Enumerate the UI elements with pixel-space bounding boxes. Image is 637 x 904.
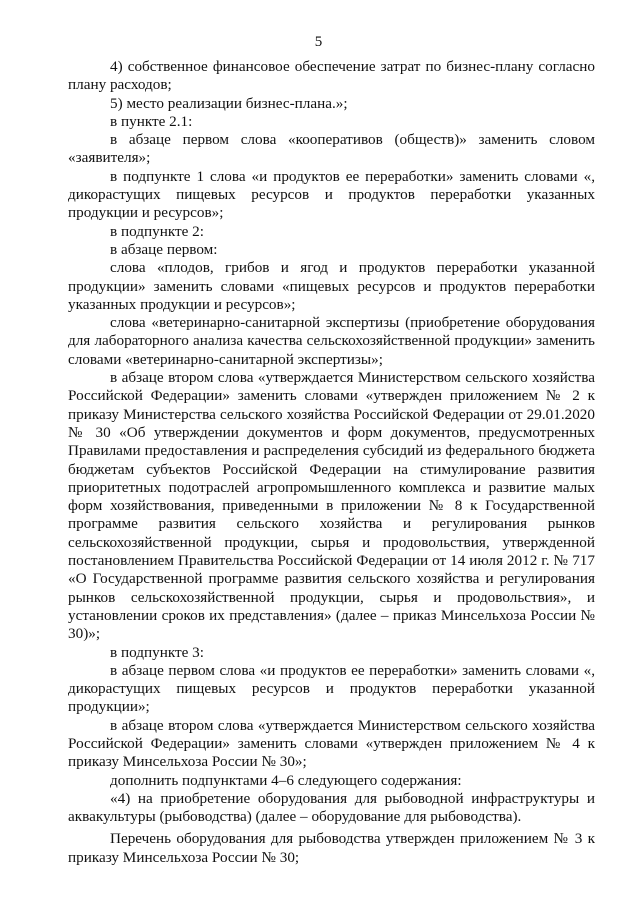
paragraph: Перечень оборудования для рыбоводства утвержден приложением № 3 к приказу Минсельхоза России № 30;	[68, 830, 595, 866]
paragraph: в абзаце первом слова «кооперативов (обществ)» заменить словом «заявителя»;	[68, 131, 595, 167]
document-body	[68, 58, 595, 867]
paragraph: слова «ветеринарно-санитарной экспертизы (приобретение оборудования для лабораторного анализа качества сельскохозяйственной продукции» заменить словами «ветеринарно-санитарной экспертизы»;	[68, 314, 595, 368]
paragraph: в абзаце первом слова «и продуктов ее переработки» заменить словами «, дикорастущих пищевых ресурсов и продуктов переработки указанной продукции»;	[68, 661, 595, 716]
paragraph: в подпункте 2:	[110, 222, 204, 240]
paragraph: в абзаце втором слова «утверждается Министерством сельского хозяйства Российской Федерации» заменить словами «утвержден приложением № 2 к приказу Министерства сельского хозяйства Российской Федерации от 29.01.2020 № 30 «Об утверждении документов и форм документов, предусмотренных Правилами предоставления и распределения субсидий из федерального бюджета бюджетам субъектов Российской Федерации на стимулирование развития приоритетных подотраслей агропромышленного комплекса и развитие малых форм хозяйствования, приведенными в приложении № 8 к Государственной программе развития сельского хозяйства и регулирования рынков сельскохозяйственной продукции, сырья и продовольствия, утвержденной постановлением Правительства Российской Федерации от 14 июля 2012 г. № 717 «О Государственной программе развития сельского хозяйства и регулирования рынков сельскохозяйственной продукции, сырья и продовольствия», и установлении сроков их представления» (далее – приказ Минсельхоза России № 30)»;	[68, 369, 595, 643]
paragraph: в абзаце первом:	[110, 240, 218, 258]
paragraph: в подпункте 3:	[110, 643, 204, 661]
paragraph: 5) место реализации бизнес-плана.»;	[110, 94, 348, 112]
paragraph: «4) на приобретение оборудования для рыбоводной инфраструктуры и аквакультуры (рыбоводства) (далее – оборудование для рыбоводства).	[68, 789, 595, 826]
paragraph: в пункте 2.1:	[110, 112, 193, 130]
paragraph: дополнить подпунктами 4–6 следующего содержания:	[110, 771, 462, 789]
paragraph: слова «плодов, грибов и ягод и продуктов переработки указанной продукции» заменить словами «пищевых ресурсов и продуктов переработки указанных продукции и ресурсов»;	[68, 259, 595, 313]
page-number: 5	[314, 34, 323, 50]
paragraph: 4) собственное финансовое обеспечение затрат по бизнес-плану согласно плану расходов;	[68, 58, 595, 94]
paragraph: в абзаце втором слова «утверждается Министерством сельского хозяйства Российской Федерации» заменить словами «утвержден приложением № 4 к приказу Минсельхоза России № 30»;	[68, 716, 595, 771]
paragraph: в подпункте 1 слова «и продуктов ее переработки» заменить словами «, дикорастущих пищевых ресурсов и продуктов переработки указанных продукции и ресурсов»;	[68, 167, 595, 222]
